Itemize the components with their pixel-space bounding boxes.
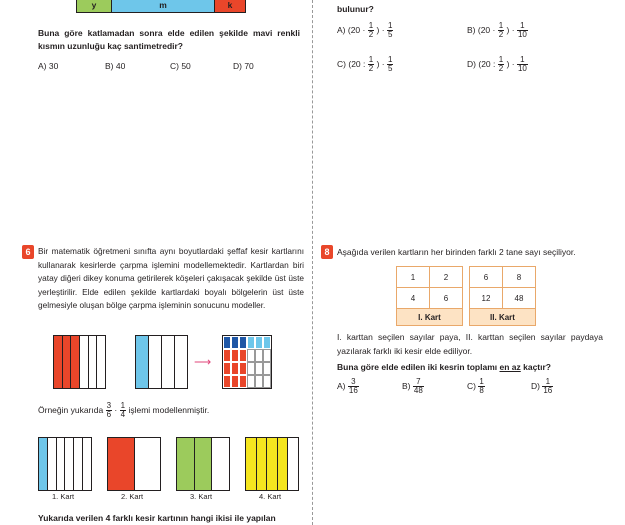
card2-cell[interactable]: 6: [470, 267, 503, 288]
option-letter: D): [467, 58, 476, 69]
right-top-option-a[interactable]: [337, 22, 393, 39]
q8-option-a[interactable]: A) $\frac{3}{16}$: [337, 377, 358, 395]
fraction: $\frac{1}{2}$: [498, 55, 504, 73]
segment-k: k: [215, 0, 245, 12]
card-2-label: 2. Kart: [121, 492, 144, 501]
option-letter: A): [337, 24, 346, 35]
card1-cell[interactable]: 1: [397, 267, 430, 288]
card-2[interactable]: [107, 437, 161, 491]
card2-cell[interactable]: 12: [470, 288, 503, 309]
left-top-option-a[interactable]: A) 30: [38, 61, 59, 71]
card-3[interactable]: [176, 437, 230, 491]
question-6-prompt: Yukarıda verilen 4 farklı kesir kartının hangi ikisi ile yapılan: [38, 513, 276, 523]
option-letter: C): [337, 58, 346, 69]
option-expression-mid: ) ·: [376, 58, 387, 69]
question-8-number: 8: [321, 245, 333, 259]
model-card-vertical: [53, 335, 106, 389]
option-letter: B): [467, 24, 476, 35]
fraction: $\frac{1}{10}$: [517, 21, 527, 39]
option-expression-start: (20 :: [478, 58, 498, 69]
segment-m: m: [112, 0, 215, 12]
left-top-question: Buna göre katlamadan sonra elde edilen şekilde mavi renkli kısmın uzunluğu kaç santimetredir?: [38, 28, 300, 51]
question-8-intro: Aşağıda verilen kartların her birinden farklı 2 tane sayı seçiliyor.: [337, 247, 576, 257]
question-6-number: 6: [22, 245, 34, 259]
card-1-label: 1. Kart: [52, 492, 75, 501]
card-table-1: [396, 266, 463, 326]
column-divider: [312, 0, 313, 525]
card2-label: II. Kart: [470, 309, 536, 326]
fraction: $\frac{1}{5}$: [387, 55, 393, 73]
option-expression-mid: ) ·: [376, 24, 387, 35]
card-table-2: [469, 266, 536, 326]
card2-cell[interactable]: 8: [503, 267, 536, 288]
segment-bar: [76, 0, 246, 13]
arrow-icon: ⟶: [194, 355, 212, 369]
option-expression-start: (20 ·: [347, 24, 368, 35]
left-top-option-b[interactable]: B) 40: [105, 61, 126, 71]
card-4-label: 4. Kart: [259, 492, 282, 501]
option-expression-start: (20 :: [348, 58, 368, 69]
question-8-text: I. karttan seçilen sayılar paya, II. karttan seçilen sayılar paydaya yazılarak farklı iki kesir elde ediliyor.: [337, 332, 603, 356]
fraction: $\frac{1}{10}$: [517, 55, 527, 73]
fraction: $\frac{1}{2}$: [498, 21, 504, 39]
right-top-option-b[interactable]: [467, 22, 528, 39]
card1-cell[interactable]: 6: [430, 288, 463, 309]
model-card-horizontal: [135, 335, 188, 389]
right-top-option-d[interactable]: [467, 56, 528, 73]
example-line: [38, 402, 209, 419]
right-top-option-c[interactable]: [337, 56, 393, 73]
fraction: $\frac{3}{6}$: [106, 401, 112, 419]
example-dot: ·: [114, 404, 118, 415]
segment-y: y: [77, 0, 112, 12]
fraction: $\frac{1}{2}$: [368, 21, 374, 39]
option-expression-start: (20 ·: [477, 24, 498, 35]
card-3-label: 3. Kart: [190, 492, 213, 501]
card-1[interactable]: [38, 437, 92, 491]
card2-cell[interactable]: 48: [503, 288, 536, 309]
card1-label: I. Kart: [397, 309, 463, 326]
right-top-question-tail: bulunur?: [337, 4, 374, 14]
q8-option-d[interactable]: D) $\frac{1}{16}$: [531, 377, 553, 395]
fraction: $\frac{1}{2}$: [368, 55, 374, 73]
option-expression-mid: ) ·: [506, 58, 517, 69]
card1-cell[interactable]: 4: [397, 288, 430, 309]
q8-option-c[interactable]: C) $\frac{1}{8}$: [467, 377, 484, 395]
question-6-text: Bir matematik öğretmeni sınıfta aynı boyutlardaki şeffaf kesir kartlarını kullanarak kesirlerde çarpma işlemini modellemektedir. Kartlardan biri yatay diğeri dikey konuma getirilerek köşeleri çakışacak şekilde üst üste yerleştirilir. Elde edilen şekilde kartlardaki boyalı bölgelerin üst üste gelmesiyle oluşan bölge çarpma işleminin sonucunu modeller.: [38, 246, 304, 311]
example-pre: Örneğin yukarıda: [38, 404, 104, 415]
left-top-option-c[interactable]: C) 50: [170, 61, 191, 71]
model-card-overlay: [222, 335, 272, 389]
card1-cell[interactable]: 2: [430, 267, 463, 288]
option-expression-mid: ) ·: [506, 24, 517, 35]
fraction: $\frac{1}{4}$: [120, 401, 126, 419]
question-8-prompt: Buna göre elde edilen iki kesrin toplamı en az kaçtır?: [337, 362, 552, 372]
q8-option-b[interactable]: B) $\frac{7}{48}$: [402, 377, 423, 395]
fraction: $\frac{1}{5}$: [387, 21, 393, 39]
left-top-option-d[interactable]: D) 70: [233, 61, 254, 71]
example-post: işlemi modellenmiştir.: [128, 404, 210, 415]
card-4[interactable]: [245, 437, 299, 491]
